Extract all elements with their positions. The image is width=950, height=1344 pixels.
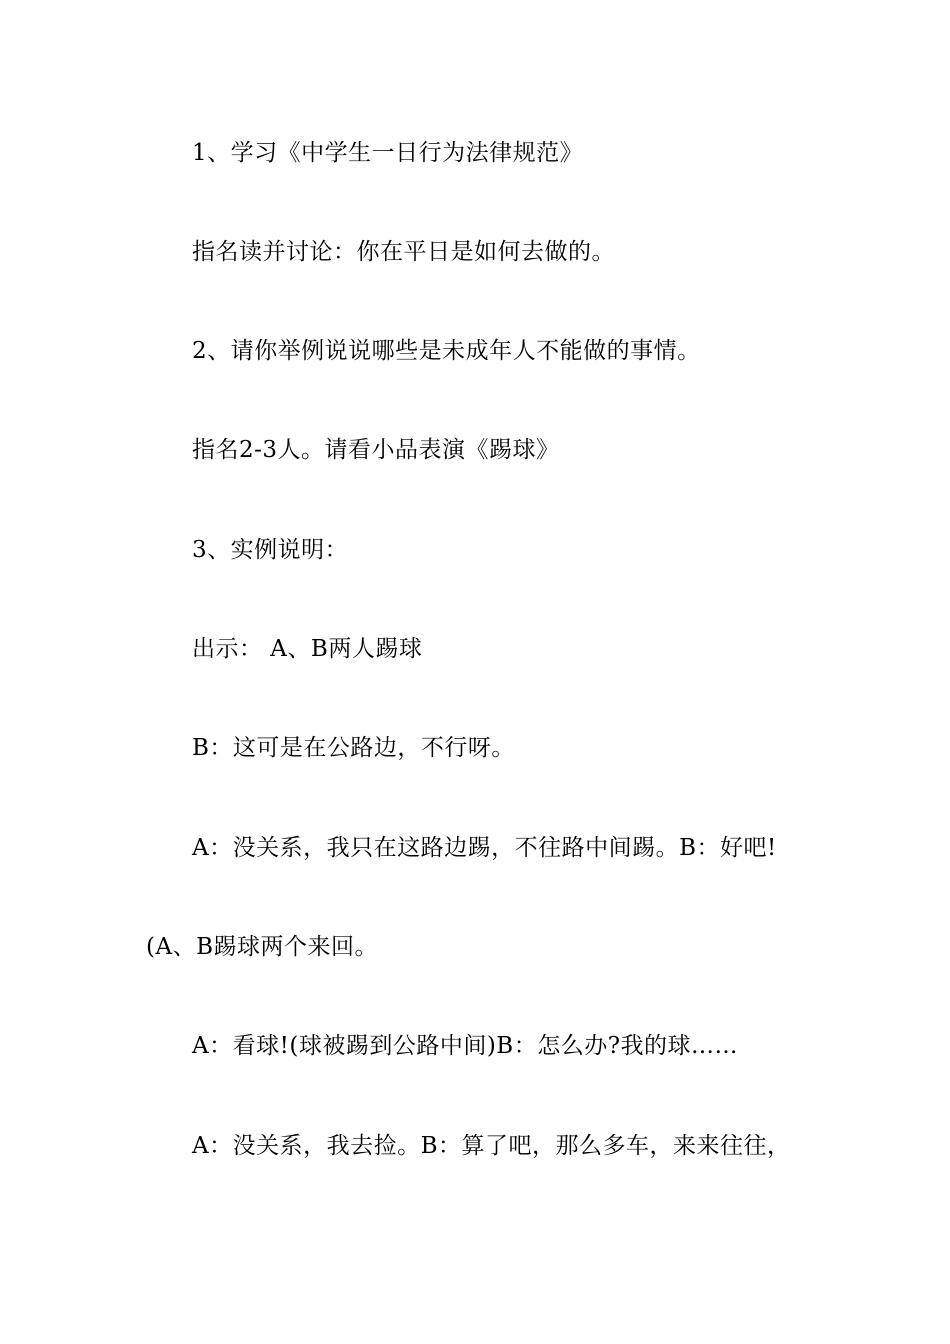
paragraph-8: A：没关系，我只在这路边踢，不往路中间踢。B：好吧! [192, 835, 777, 861]
paragraph-9: (A、B踢球两个来回。 [146, 934, 378, 960]
paragraph-11: A：没关系，我去捡。B：算了吧，那么多车，来来往往， [192, 1133, 791, 1159]
paragraph-6: 出示： A、B两人踢球 [192, 636, 423, 662]
paragraph-1: 1、学习《中学生一日行为法律规范》 [192, 140, 584, 166]
paragraph-4: 指名2-3人。请看小品表演《踢球》 [192, 437, 560, 463]
paragraph-7: B：这可是在公路边，不行呀。 [192, 735, 515, 761]
paragraph-5: 3、实例说明： [192, 537, 349, 563]
paragraph-2: 指名读并讨论：你在平日是如何去做的。 [192, 239, 615, 265]
paragraph-3: 2、请你举例说说哪些是未成年人不能做的事情。 [192, 338, 701, 364]
paragraph-10: A：看球!(球被踢到公路中间)B：怎么办?我的球…… [192, 1033, 739, 1059]
